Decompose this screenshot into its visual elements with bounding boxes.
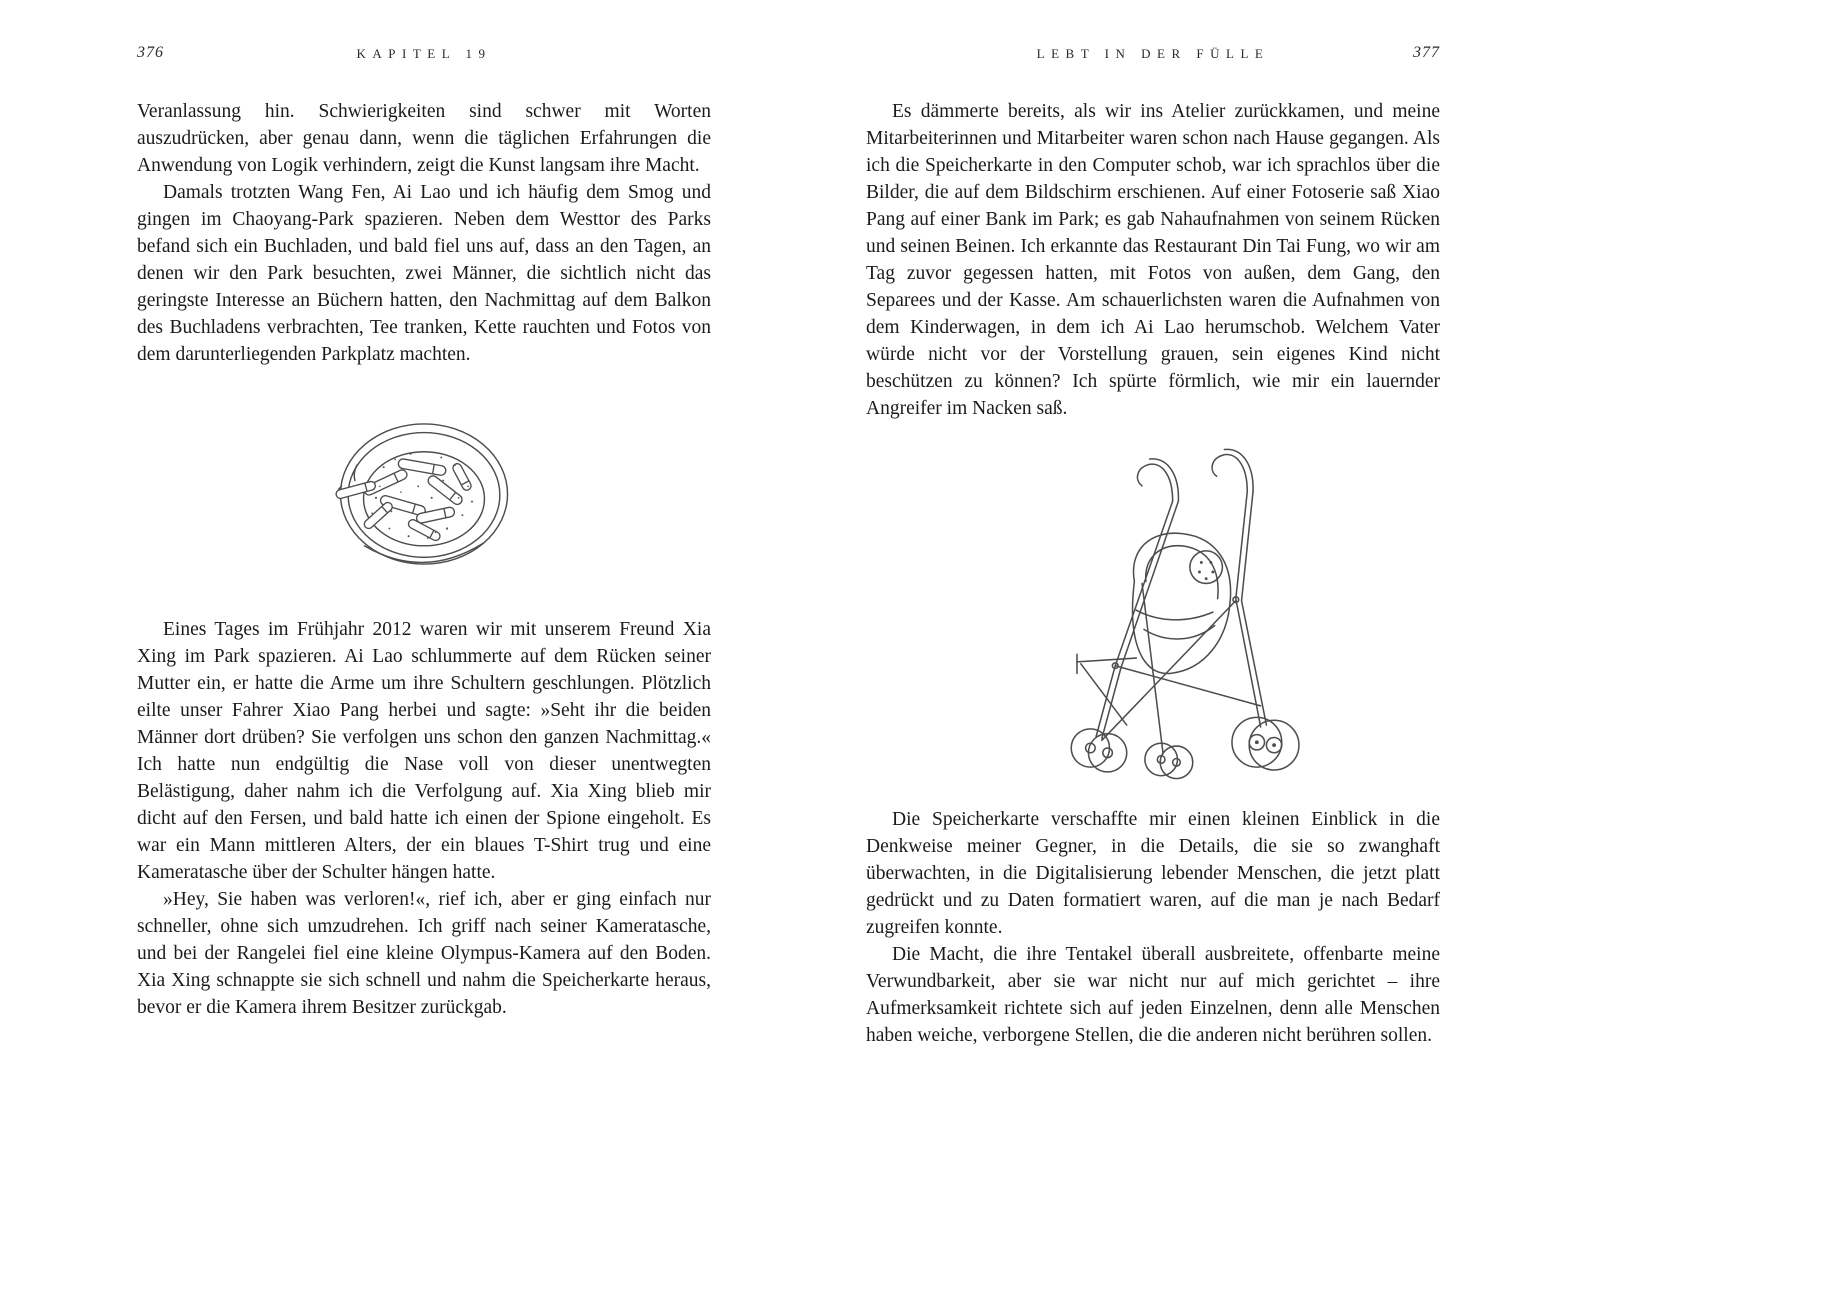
page-right (866, 0, 1440, 1290)
right-body-text (866, 98, 1440, 1049)
ashtray-drawing (328, 398, 520, 590)
running-head-left (137, 46, 711, 70)
chapter-running-title: KAPITEL 19 (356, 46, 492, 61)
paragraph: Eines Tages im Frühjahr 2012 waren wir mit unserem Freund Xia Xing im Park spazieren. Ai Lao schlummerte auf dem Rücken seiner Mutter ein, er hatte die Arme um ihre Schultern geschlungen. Plötzlich eilte unser Fahrer Xiao Pang herbei und sagte: »Seht ihr die beiden Männer dort drüben? Sie verfolgen uns schon den ganzen Nachmittag.« Ich hatte nun endgültig die Nase voll von dieser unentwegten Belästigung, daher nahm ich die Verfolgung auf. Xia Xing blieb mir dicht auf den Fersen, und bald hatte ich einen der Spione eingeholt. Es war ein Mann mittleren Alters, der ein blaues T-Shirt trug und eine Kameratasche über der Schulter hängen hatte. (137, 619, 711, 883)
stroller-drawing (1021, 438, 1309, 792)
paragraph: Es dämmerte bereits, als wir ins Atelier zurückkamen, und meine Mitarbeiterinnen und Mitarbeiter waren schon nach Hause gegangen. Als ich die Speicherkarte in den Computer schob, war ich sprachlos über die Bilder, die auf dem Bildschirm erschienen. Auf einer Fotoserie saß Xiao Pang auf einer Bank im Park; es gab Nahaufnahmen von seinem Rücken und seinen Beinen. Ich erkannte das Restaurant Din Tai Fung, wo wir am Tag zuvor gegessen hatten, mit Fotos von außen, dem Gang, den Separees und der Kasse. Am schauerlichsten waren die Aufnahmen von dem Kinderwagen, in dem ich Ai Lao herumschob. Welchem Vater würde nicht vor der Vorstellung grauen, sein eigenes Kind nicht beschützen zu können? Ich spürte förmlich, wie mir ein lauernder Angreifer im Nacken saß. (866, 101, 1440, 419)
page-number-left: 376 (137, 44, 164, 61)
stroller-illustration (878, 438, 1452, 792)
running-head-right (866, 46, 1440, 70)
page-number-right: 377 (1413, 44, 1440, 61)
left-body-text (137, 98, 711, 1021)
ashtray-illustration (137, 398, 711, 590)
page-left (137, 0, 711, 1290)
paragraph: Die Speicherkarte verschaffte mir einen kleinen Einblick in die Denkweise meiner Gegner, in die Details, die sie so zwanghaft überwachten, in die Digitalisierung lebender Menschen, die jetzt platt gedrückt und zu Daten formatiert waren, auf die man je nach Bedarf zugreifen konnte. (866, 809, 1440, 938)
paragraph: Veranlassung hin. Schwierigkeiten sind schwer mit Worten auszudrücken, aber genau dann, wenn die täglichen Erfahrungen die Anwendung von Logik verhindern, zeigt die Kunst langsam ihre Macht. (137, 101, 711, 176)
paragraph: »Hey, Sie haben was verloren!«, rief ich, aber er ging einfach nur schneller, ohne sich umzudrehen. Ich griff nach seiner Kameratasche, und bei der Rangelei fiel eine kleine Olympus-Kamera auf den Boden. Xia Xing schnappte sie sich schnell und nahm die Speicherkarte heraus, bevor er die Kamera ihrem Besitzer zurückgab. (137, 889, 711, 1018)
paragraph: Damals trotzten Wang Fen, Ai Lao und ich häufig dem Smog und gingen im Chaoyang-Park spazieren. Neben dem Westtor des Parks befand sich ein Buchladen, und bald fiel uns auf, dass an den Tagen, an denen wir den Park besuchten, zwei Männer, die sichtlich nicht das geringste Interesse an Büchern hatten, den Nachmittag auf dem Balkon des Buchladens verbrachten, Tee tranken, Kette rauchten und Fotos von dem darunterliegenden Parkplatz machten. (137, 182, 711, 365)
section-running-title: LEBT IN DER FÜLLE (1036, 46, 1270, 61)
paragraph: Die Macht, die ihre Tentakel überall ausbreitete, offenbarte meine Verwundbarkeit, aber sie war nicht nur auf mich gerichtet – ihre Aufmerksamkeit richtete sich auf jeden Einzelnen, denn alle Menschen haben weiche, verborgene Stellen, die die anderen nicht berühren sollen. (866, 944, 1440, 1046)
